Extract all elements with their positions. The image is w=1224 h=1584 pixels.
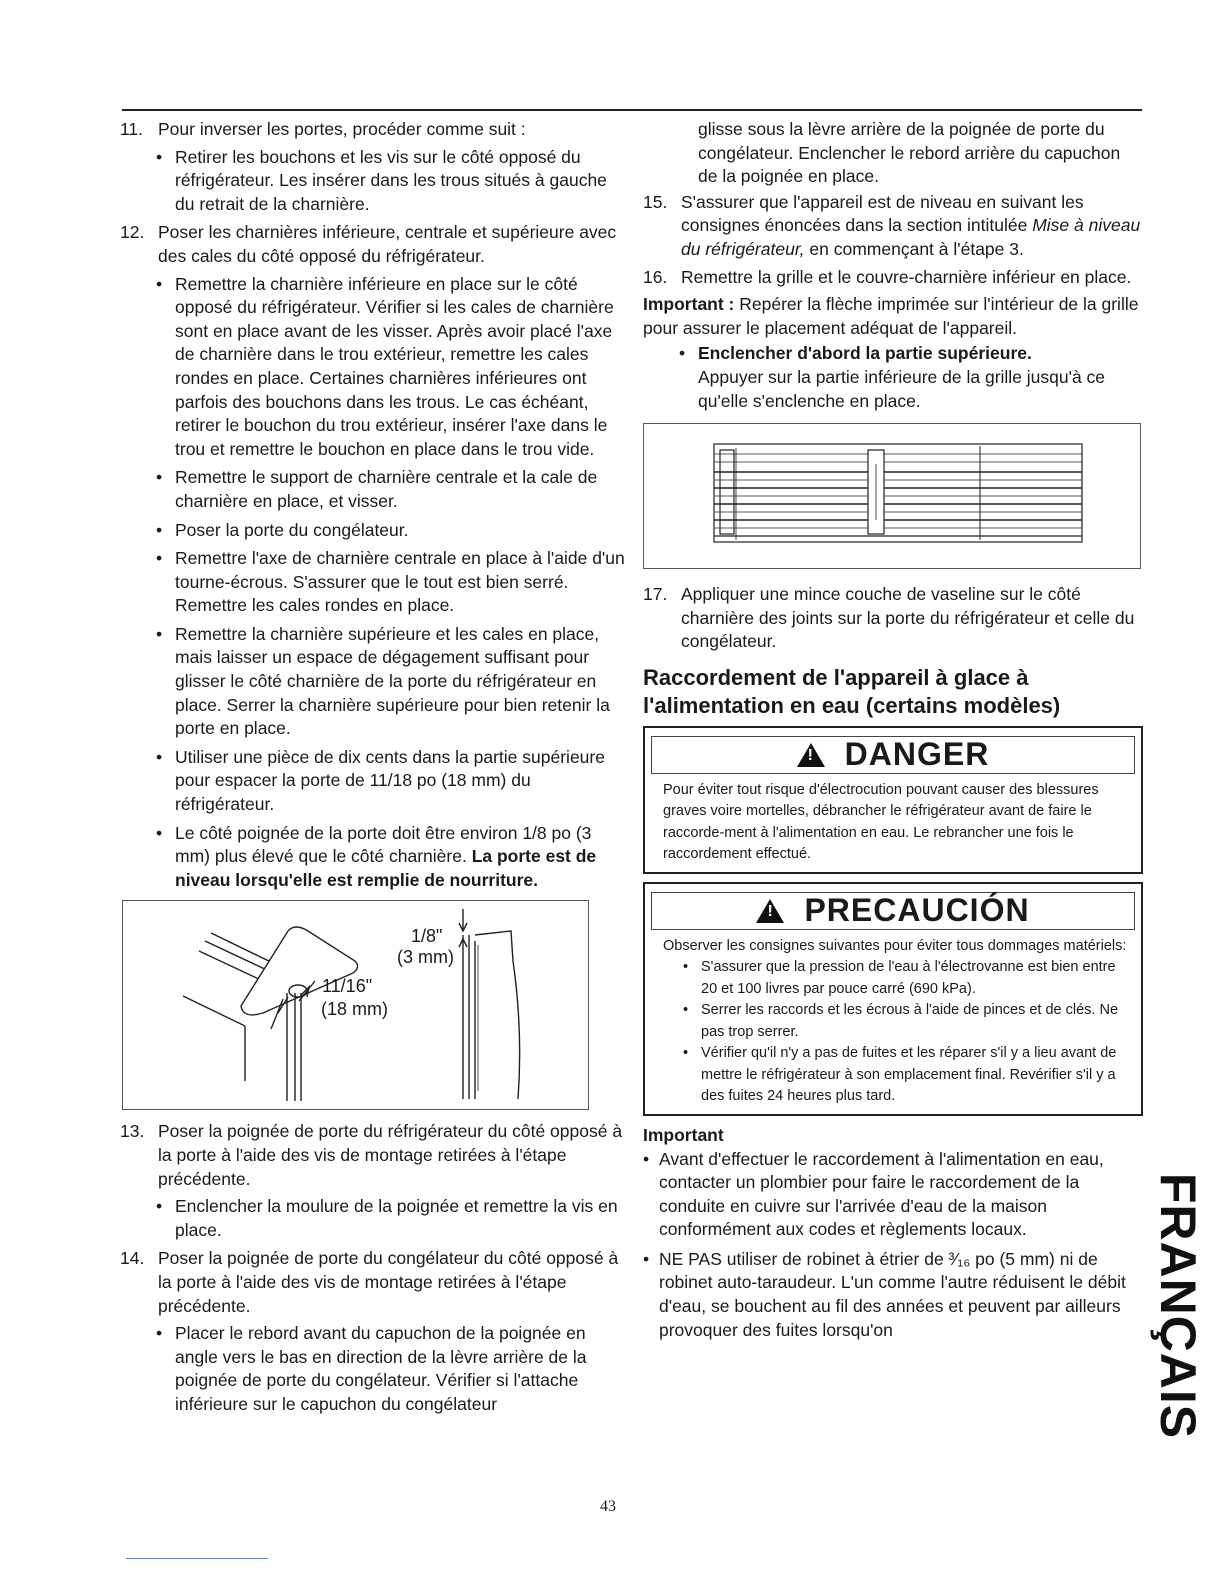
precaution-box	[643, 882, 1143, 1116]
important-bullet: • NE PAS utiliser de robinet à étrier de ³⁄₁₆ po (5 mm) ni de robinet auto-taraudeur. L'un comme l'autre réduisent le débit d'eau, se bouchent au fil des années et peuvent par ailleurs provoquer des fuites lorsqu'on	[643, 1248, 1143, 1342]
step-11-bullet: • Retirer les bouchons et les vis sur le côté opposé du réfrigérateur. Les insérer dans les trous situés à gauche du retrait de la charnière.	[120, 146, 625, 217]
step-12-bullet: • Remettre la charnière supérieure et les cales en place, mais laisser un espace de dégagement suffisant pour glisser le côté charnière de la porte du réfrigérateur en place. Serrer la charnière supérieure pour bien retenir la porte en place.	[120, 623, 625, 741]
step-13: 13. Poser la poignée de porte du réfrigérateur du côté opposé à la porte à l'aide des vis de montage retirées à l'étape précédente.	[120, 1121, 623, 1189]
figure-label: (18 mm)	[321, 999, 388, 1020]
danger-text: Pour éviter tout risque d'électrocution pouvant causer des blessures graves voire mortelles, débrancher le réfrigérateur avant de faire le raccorde-ment à l'alimentation en eau. Le rebrancher une fois le raccordement effectué.	[663, 781, 1099, 863]
step-15: 15. S'assurer que l'appareil est de niveau en suivant les consignes énoncées dans la section intitulée Mise à niveau du réfrigérateur, en commençant à l'étape 3.	[643, 191, 1141, 259]
door-alignment-figure	[122, 900, 589, 1110]
warning-icon	[756, 899, 784, 923]
right-column	[643, 118, 1143, 1348]
page-number: 43	[600, 1498, 616, 1515]
step-17: 17. Appliquer une mince couche de vaseline sur le côté charnière des joints sur la porte du réfrigérateur et celle du congélateur.	[643, 584, 1135, 652]
danger-box	[643, 726, 1143, 874]
step-12-bullet: • Remettre la charnière inférieure en place sur le côté opposé du réfrigérateur. Vérifier si les cales de charnière sont en place avant de les visser. Après avoir placé l'axe de charnière dans le trou extérieur, remettre les cales rondes en place. Certaines charnières inférieures ont parfois des bouchons dans les trous. Le cas échéant, retirer le bouchon du trou extérieur, insérer l'axe dans le trou et remettre le bouchon en place dans le trou vide.	[120, 273, 625, 462]
precaution-item: • Vérifier qu'il n'y a pas de fuites et les réparer s'il y a lieu avant de mettre le réfrigérateur à son emplacement final. Revérifier s'il y a des fuites 24 heures plus tard.	[663, 1043, 1133, 1108]
danger-header: ! DANGER	[651, 736, 1135, 774]
step-16: 16. Remettre la grille et le couvre-charnière inférieur en place.	[643, 266, 1132, 287]
section-heading: Raccordement de l'appareil à glace à l'alimentation en eau (certains modèles)	[643, 664, 1061, 718]
footer-rule	[126, 1558, 268, 1559]
step-12-bullet: • Utiliser une pièce de dix cents dans la partie supérieure pour espacer la porte de 11/18 po (18 mm) du réfrigérateur.	[120, 746, 625, 817]
step-12-bullet: • Remettre le support de charnière centrale et la cale de charnière en place, et visser.	[120, 466, 625, 513]
important-bullet: • Avant d'effectuer le raccordement à l'alimentation en eau, contacter un plombier pour faire le raccordement de la conduite en cuivre sur l'arrivée d'eau de la maison conformément aux codes et règlements locaux.	[643, 1148, 1143, 1242]
step-12-bullet: • Poser la porte du congélateur.	[120, 519, 625, 543]
warning-icon	[797, 743, 825, 767]
figure-label: (3 mm)	[397, 947, 454, 968]
step-12-bullet: • Le côté poignée de la porte doit être environ 1/8 po (3 mm) plus élevé que le côté charnière. La porte est de niveau lorsqu'elle est remplie de nourriture.	[120, 822, 625, 893]
grille-bullet: • Enclencher d'abord la partie supérieure.	[643, 342, 1143, 366]
top-rule	[122, 109, 1142, 111]
precaution-header: ! PRECAUCIÓN	[651, 892, 1135, 930]
precaution-text	[645, 934, 1141, 1114]
figure-label: 11/16"	[322, 976, 373, 997]
step-11: 11. Pour inverser les portes, procéder comme suit :	[120, 119, 526, 139]
grille-figure	[643, 423, 1141, 569]
grille-illustration	[644, 424, 1140, 568]
step-12-bullet: • Remettre l'axe de charnière centrale en place à l'aide d'un tourne-écrous. S'assurer que le tout est bien serré. Remettre les cales rondes en place.	[120, 547, 625, 618]
step-14-continued: glisse sous la lèvre arrière de la poignée de porte du congélateur. Enclencher le rebord arrière du capuchon de la poignée en place.	[698, 119, 1121, 187]
precaution-item: • S'assurer que la pression de l'eau à l'électrovanne est bien entre 20 et 100 livres par pouce carré (690 kPa).	[663, 957, 1133, 1000]
precaution-intro: Observer les consignes suivantes pour éviter tous dommages matériels:	[663, 937, 1127, 954]
left-column	[120, 118, 625, 1422]
step-13-bullet: • Enclencher la moulure de la poignée et remettre la vis en place.	[120, 1195, 625, 1242]
step-14: 14. Poser la poignée de porte du congélateur du côté opposé à la porte à l'aide des vis de montage retirées à l'étape précédente.	[120, 1248, 619, 1316]
important-note: Important : Repérer la flèche imprimée sur l'intérieur de la grille pour assurer le placement adéquat de l'appareil.	[643, 294, 1139, 338]
important-heading: Important	[643, 1124, 724, 1145]
step-14-bullet: • Placer le rebord avant du capuchon de la poignée en angle vers le bas en direction de la lèvre arrière de la poignée de porte du congélateur. Vérifier si l'attache inférieure sur le capuchon du congélateur	[120, 1322, 625, 1416]
figure-label: 1/8"	[411, 926, 443, 947]
language-side-tab: FRANÇAIS	[1150, 1172, 1206, 1440]
grille-instruction: Appuyer sur la partie inférieure de la grille jusqu'à ce qu'elle s'enclenche en place.	[698, 366, 1106, 411]
precaution-item: • Serrer les raccords et les écrous à l'aide de pinces et de clés. Ne pas trop serrer.	[663, 1000, 1133, 1043]
step-12: 12. Poser les charnières inférieure, centrale et supérieure avec des cales du côté opposé du réfrigérateur.	[120, 222, 617, 266]
